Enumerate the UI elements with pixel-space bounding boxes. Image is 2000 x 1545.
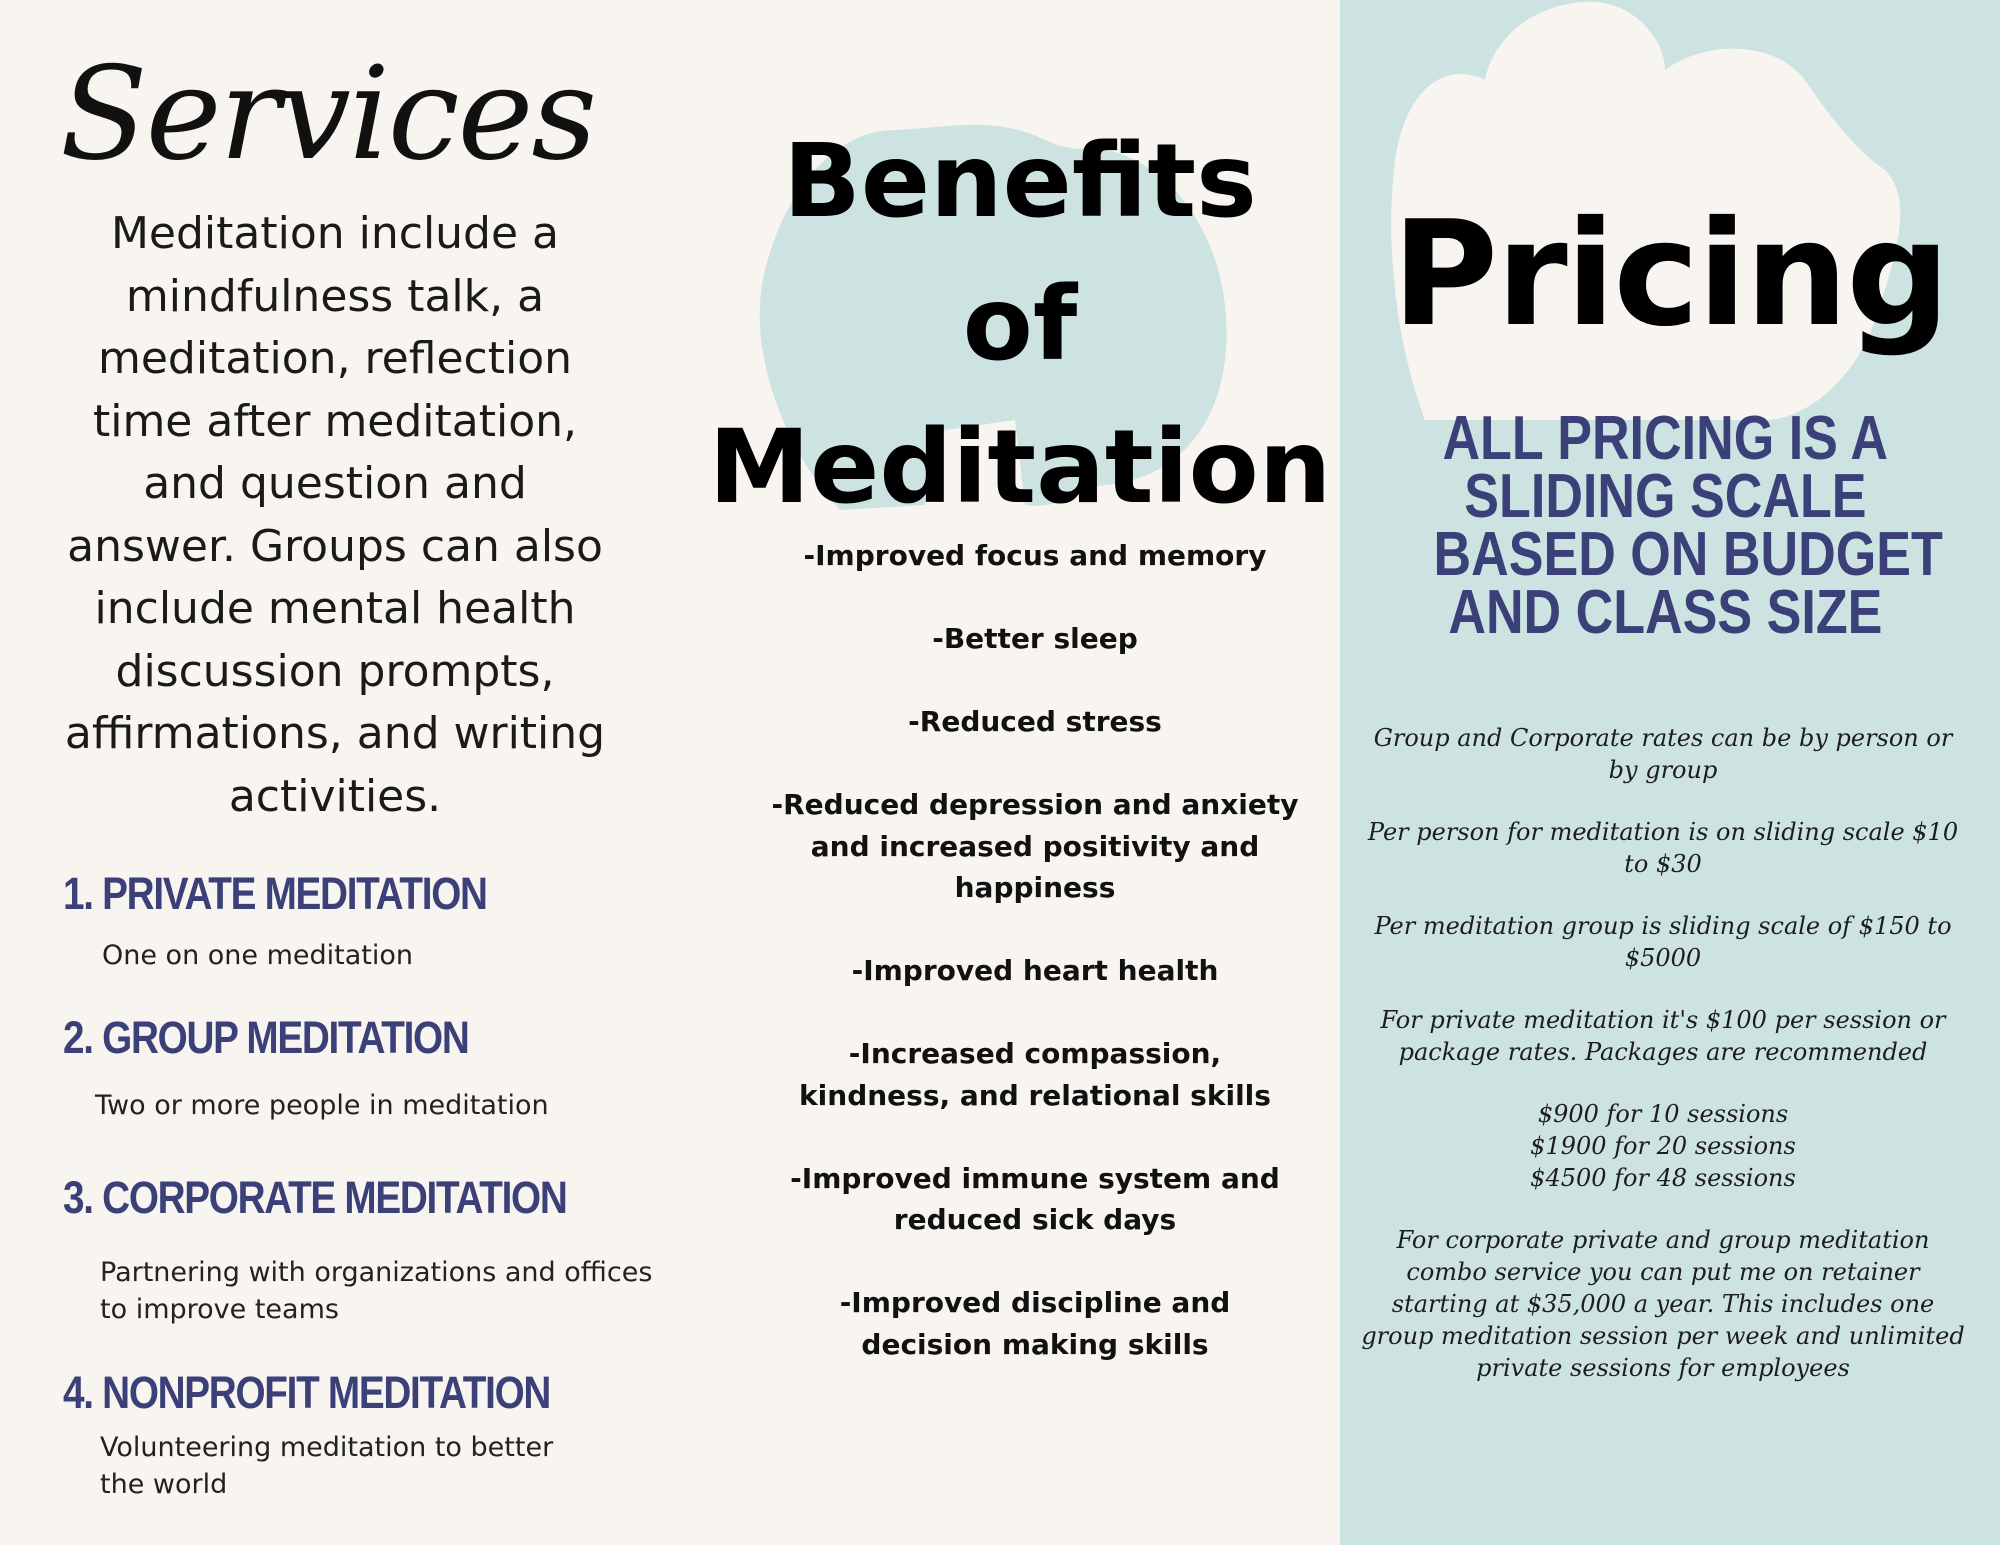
- service-description-corporate: Partnering with organizations and offices to improve teams: [100, 1257, 653, 1325]
- benefits-title-line: Meditation: [708, 408, 1332, 527]
- pricing-package-20: $1900 for 20 sessions: [1530, 1132, 1796, 1160]
- pricing-banner-line: AND CLASS SIZE: [1447, 578, 1883, 647]
- services-title: Services: [60, 40, 595, 189]
- pricing-note-per-person: Per person for meditation is on sliding scale $10 to $30: [1367, 818, 1959, 878]
- pricing-notes: [1358, 722, 1968, 1414]
- benefits-title: [700, 110, 1340, 539]
- service-heading-nonprofit: 4. NONPROFIT MEDITATION: [63, 1367, 551, 1418]
- services-intro-text: Meditation include a mindfulness talk, a meditation, reflection time after meditation, and question and answer. Groups can also include mental health discussion prompts, affirmations, and writing activities.: [64, 208, 606, 822]
- pricing-banner-line: BASED ON BUDGET: [1433, 520, 1943, 589]
- benefit-item: -Improved focus and memory: [803, 539, 1267, 572]
- service-heading-group: 2. GROUP MEDITATION: [63, 1012, 469, 1063]
- pricing-packages: [1358, 1098, 1968, 1194]
- benefits-list: [770, 535, 1300, 1407]
- benefit-item: -Reduced stress: [908, 705, 1162, 738]
- benefits-title-line: of: [962, 265, 1078, 384]
- pricing-note-retainer: For corporate private and group meditation combo service you can put me on retainer starting at $35,000 a year. This includes one group meditation session per week and unlimited private sessions for employees: [1361, 1226, 1965, 1382]
- benefit-item: -Improved immune system and reduced sick days: [790, 1161, 1280, 1236]
- benefit-item: -Better sleep: [932, 622, 1138, 655]
- benefit-item: -Improved discipline and decision making skills: [839, 1286, 1231, 1361]
- pricing-banner-line: ALL PRICING IS A: [1442, 404, 1888, 473]
- benefit-item: -Reduced depression and anxiety and increased positivity and happiness: [771, 788, 1299, 904]
- service-heading-private: 1. PRIVATE MEDITATION: [63, 868, 487, 919]
- pricing-package-48: $4500 for 48 sessions: [1530, 1164, 1796, 1192]
- pricing-note-per-group: Per meditation group is sliding scale of $150 to $5000: [1374, 912, 1952, 972]
- service-description-private: One on one meditation: [102, 940, 414, 971]
- pricing-note-rates: Group and Corporate rates can be by person or by group: [1373, 724, 1953, 784]
- pricing-package-10: $900 for 10 sessions: [1537, 1100, 1789, 1128]
- benefits-title-line: Benefits: [783, 122, 1257, 241]
- pricing-banner-line: SLIDING SCALE: [1463, 462, 1867, 531]
- service-description-nonprofit: Volunteering meditation to better the world: [100, 1432, 554, 1500]
- benefit-item: -Increased compassion, kindness, and relational skills: [799, 1037, 1271, 1112]
- pricing-title: Pricing: [1391, 190, 1949, 359]
- benefit-item: -Improved heart health: [851, 954, 1219, 987]
- service-description-group: Two or more people in meditation: [95, 1090, 549, 1121]
- pricing-note-private: For private meditation it's $100 per session or package rates. Packages are recommended: [1380, 1006, 1946, 1066]
- service-heading-corporate: 3. CORPORATE MEDITATION: [63, 1172, 567, 1223]
- pricing-sliding-scale-banner: [1385, 404, 1945, 647]
